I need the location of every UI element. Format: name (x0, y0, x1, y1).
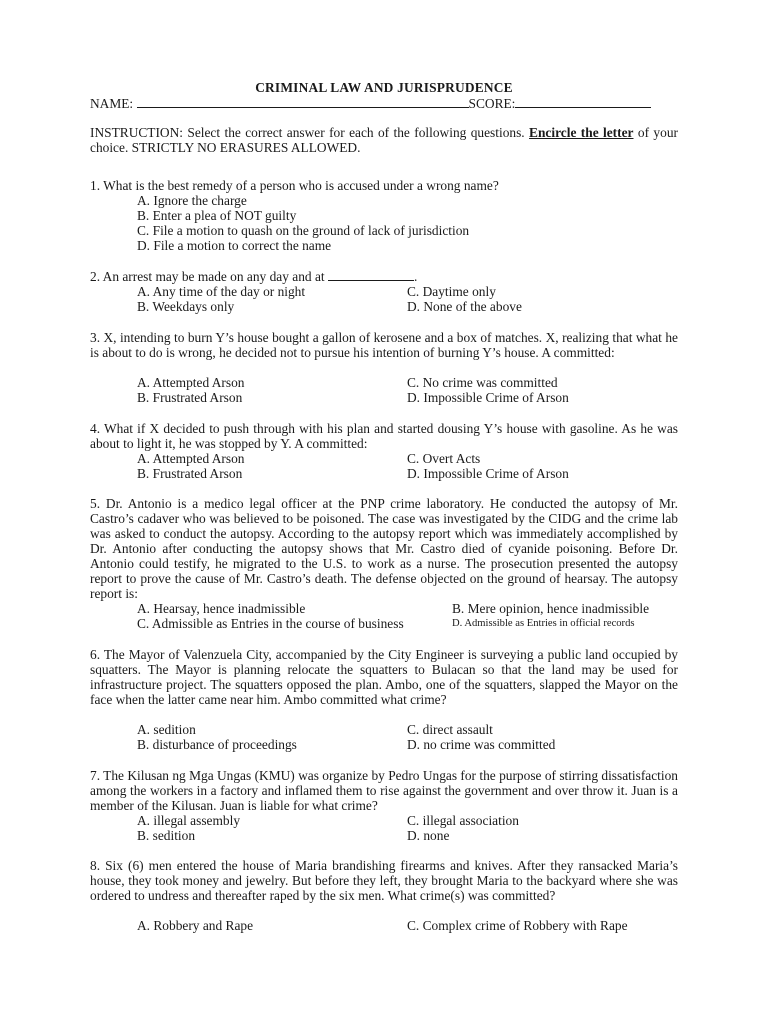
option[interactable]: D. None of the above (407, 299, 522, 314)
option[interactable]: C. direct assault (407, 722, 493, 737)
name-label: NAME: (90, 96, 134, 111)
option[interactable]: A. Robbery and Rape (137, 918, 254, 933)
question-2 (90, 269, 678, 284)
option[interactable]: B. disturbance of proceedings (137, 737, 297, 752)
option[interactable]: D. none (407, 828, 450, 843)
question-2-tail: . (414, 269, 418, 284)
score-label: SCORE: (468, 96, 516, 111)
option[interactable]: B. Mere opinion, hence inadmissible (452, 601, 650, 616)
question-4-options (137, 451, 697, 481)
instruction-emphasis: Encircle the letter (529, 125, 634, 140)
instruction-lead: INSTRUCTION: Select the correct answer for each of the following questions. (90, 125, 525, 140)
question-7-options (137, 813, 697, 843)
instruction (90, 125, 678, 155)
question-3-options (137, 375, 697, 405)
option[interactable]: B. Weekdays only (137, 299, 235, 314)
option[interactable]: D. Impossible Crime of Arson (407, 466, 569, 481)
name-score-line (90, 95, 690, 111)
question-5-options (137, 601, 697, 631)
option[interactable]: A. illegal assembly (137, 813, 241, 828)
option[interactable]: B. Frustrated Arson (137, 390, 243, 405)
score-field[interactable] (515, 95, 651, 108)
question-8: 8. Six (6) men entered the house of Maria brandishing firearms and knives. After they ransacked Maria’s house, they took money and jewelry. But before they left, they brought Maria to the backyard where she was ordered to undress and thereafter raped by the six men. What crime(s) was committed? (90, 858, 678, 903)
option[interactable]: B. sedition (137, 828, 196, 843)
instruction-tail: of your choice. STRICTLY NO ERASURES ALLOWED. (90, 125, 678, 155)
question-3: 3. X, intending to burn Y’s house bought a gallon of kerosene and a box of matches. X, realizing that what he is about to do is wrong, he decided not to pursue his intention of burning Y’s house. A committed: (90, 330, 678, 360)
option[interactable]: A. Any time of the day or night (137, 284, 306, 299)
question-4: 4. What if X decided to push through with his plan and started dousing Y’s house with gasoline. As he was about to light it, he was stopped by Y. A committed: (90, 421, 678, 451)
question-8-options (137, 918, 697, 933)
question-6: 6. The Mayor of Valenzuela City, accompanied by the City Engineer is surveying a public land occupied by squatters. The Mayor is planning relocate the squatters to Bulacan so that the land may be used for infrastructure project. The squatters opposed the plan. Ambo, one of the squatters, slapped the Mayor on the face when the latter came near him. Ambo committed what crime? (90, 647, 678, 707)
option[interactable]: C. Overt Acts (407, 451, 481, 466)
option[interactable]: D. Impossible Crime of Arson (407, 390, 569, 405)
answer-blank (328, 269, 414, 281)
option[interactable]: C. illegal association (407, 813, 519, 828)
option[interactable]: C. Daytime only (407, 284, 496, 299)
name-field[interactable] (137, 95, 469, 108)
option[interactable]: B. Frustrated Arson (137, 466, 243, 481)
question-6-options (137, 722, 697, 752)
question-5: 5. Dr. Antonio is a medico legal officer at the PNP crime laboratory. He conducted the autopsy of Mr. Castro’s cadaver who was believed to be poisoned. The case was investigated by the CIDG and the crime lab was asked to conduct the autopsy. According to the autopsy report which was immediately accomplished by Dr. Antonio after conducting the autopsy shows that Mr. Castro died of cyanide poisoning. Before Dr. Antonio could testify, he migrated to the U.S. to work as a nurse. The prosecution presented the autopsy report to prove the cause of Mr. Castro’s death. The defense objected on the ground of hearsay. The autopsy report is: (90, 496, 678, 601)
question-1-options (137, 193, 697, 253)
question-7: 7. The Kilusan ng Mga Ungas (KMU) was organize by Pedro Ungas for the purpose of stirring dissatisfaction among the workers in a factory and inflamed them to rise against the government and over throw it. Juan is a member of the Kilusan. Juan is liable for what crime? (90, 768, 678, 813)
option[interactable]: A. sedition (137, 722, 196, 737)
question-2-text: 2. An arrest may be made on any day and at (90, 269, 325, 284)
question-2-options (137, 284, 697, 314)
option[interactable]: D. File a motion to correct the name (137, 238, 332, 253)
option[interactable]: C. File a motion to quash on the ground of lack of jurisdiction (137, 223, 470, 238)
option[interactable]: A. Hearsay, hence inadmissible (137, 601, 306, 616)
question-1: 1. What is the best remedy of a person who is accused under a wrong name? (90, 178, 499, 193)
option[interactable]: D. no crime was committed (407, 737, 556, 752)
exam-title: CRIMINAL LAW AND JURISPRUDENCE (255, 80, 513, 95)
option[interactable]: A. Attempted Arson (137, 451, 245, 466)
option[interactable]: A. Ignore the charge (137, 193, 247, 208)
option[interactable]: C. No crime was committed (407, 375, 558, 390)
option[interactable]: D. Admissible as Entries in official records (452, 618, 635, 629)
option[interactable]: B. Enter a plea of NOT guilty (137, 208, 297, 223)
option[interactable]: A. Attempted Arson (137, 375, 245, 390)
option[interactable]: C. Admissible as Entries in the course of business (137, 616, 404, 631)
option[interactable]: C. Complex crime of Robbery with Rape (407, 918, 628, 933)
